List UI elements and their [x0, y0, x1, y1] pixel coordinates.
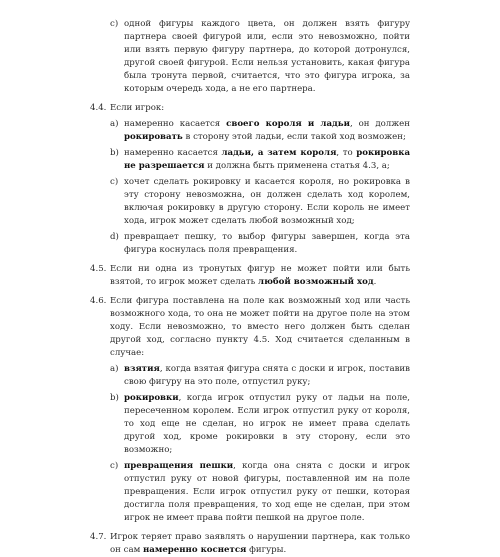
section-4-6 [90, 295, 410, 360]
item-label: a) [110, 364, 119, 374]
document-page [90, 18, 410, 557]
section-text: Если игрок: [110, 103, 165, 113]
item-text: одной фигуры каждого цвета, он должен взять фигуру партнера своей фигурой или, если это невозможно, пойти или взять первую фигуру партнера, до которой дотронулся, другой своей фигурой. Если нельзя установить, какая фигура была тронута первой, считается, что это фигура игрока, за которым очередь хода, а не его партнера. [124, 19, 410, 94]
item-4-6-c [90, 460, 410, 525]
section-text: Если фигура поставлена на поле как возможный ход или часть возможного хода, то она не может пойти на другое поле на этом ходу. Если невозможно, то вместо него должен быть сделан другой ход, согласно пункту 4.5. Ход считается сделанным в случае: [110, 296, 410, 358]
item-4-4-d [90, 231, 410, 257]
item-4-4-c [90, 176, 410, 228]
item-label: c) [110, 177, 119, 187]
item-label: d) [110, 232, 119, 242]
section-4-5 [90, 263, 410, 289]
item-text: превращения пешки, когда она снята с доски и игрок отпустил руку от новой фигуры, поставленной им на поле превращения. Если игрок отпустил руку от пешки, которая достигла поля превращения, то ход еще не сделан, при этом игрок не имеет права пойти пешкой на другое поле. [124, 461, 410, 523]
item-label: a) [110, 119, 119, 129]
section-number: 4.4. [90, 103, 107, 113]
item-label: c) [110, 19, 119, 29]
item-4-3-c [90, 18, 410, 96]
item-text: намеренно касается ладьи, а затем короля, то рокировка не разрешается и должна быть применена статья 4.3, а; [124, 148, 411, 171]
section-number: 4.7. [90, 532, 107, 542]
item-text: превращает пешку, то выбор фигуры завершен, когда эта фигура коснулась поля превращения. [124, 232, 410, 255]
item-4-6-b [90, 392, 410, 457]
item-text: намеренно касается своего короля и ладьи, он должен рокировать в сторону этой ладьи, если такой ход возможен; [124, 119, 410, 142]
section-4-4 [90, 102, 410, 115]
item-text: хочет сделать рокировку и касается короля, но рокировка в эту сторону невозможна, он должен сделать ход королем, включая рокировку в другую сторону. Если король не имеет хода, игрок может сделать любой возможный ход; [124, 177, 410, 226]
item-label: b) [110, 393, 119, 403]
item-text: рокировки, когда игрок отпустил руку от ладьи на поле, пересеченном королем. Если игрок отпустил руку от короля, то ход еще не сделан, но игрок не имеет права сделать другой ход, кроме рокировки в эту сторону, если это возможно; [124, 393, 410, 455]
item-label: b) [110, 148, 119, 158]
item-4-6-a [90, 363, 410, 389]
item-4-4-a [90, 118, 410, 144]
section-4-7 [90, 531, 410, 557]
section-text: Игрок теряет право заявлять о нарушении партнера, как только он сам намеренно коснется фигуры. [110, 532, 410, 555]
section-number: 4.6. [90, 296, 107, 306]
section-text: Если ни одна из тронутых фигур не может пойти или быть взятой, то игрок может сделать любой возможный ход. [110, 264, 410, 287]
item-text: взятия, когда взятая фигура снята с доски и игрок, поставив свою фигуру на это поле, отпустил руку; [124, 364, 410, 387]
section-number: 4.5. [90, 264, 107, 274]
item-label: c) [110, 461, 119, 471]
item-4-4-b [90, 147, 410, 173]
